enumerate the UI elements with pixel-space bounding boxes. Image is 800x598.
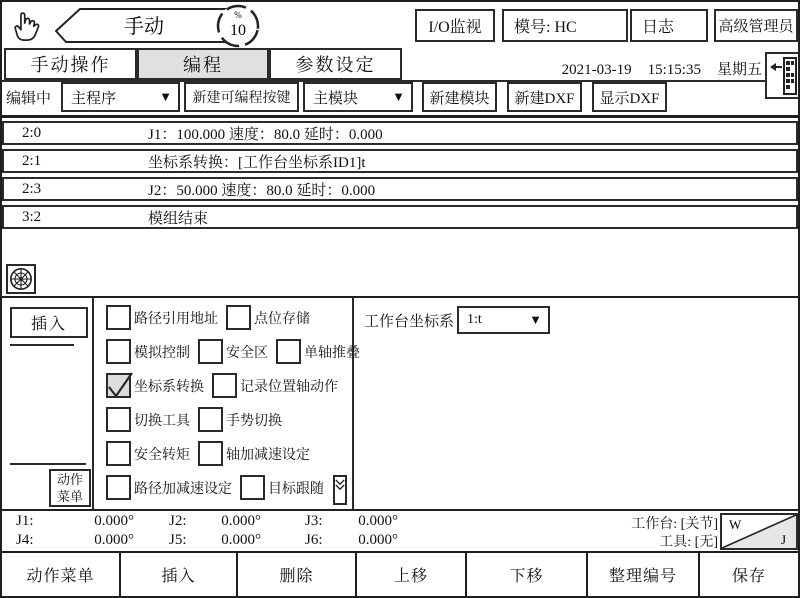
date-text: 2021-03-19 — [561, 62, 632, 78]
program-select-value: 主程序 — [71, 90, 117, 107]
insert-button[interactable]: 插入 — [121, 553, 238, 596]
divider — [10, 463, 86, 465]
joint-status-bar — [2, 509, 798, 551]
worktable-cs-label: 工作台坐标系 — [364, 314, 455, 330]
joint-mode-label: J — [781, 532, 787, 547]
line-number: 2:1 — [22, 152, 42, 169]
joint-value: 0.000° — [94, 532, 134, 548]
worktable-cs-select[interactable] — [457, 306, 550, 334]
program-line[interactable] — [2, 177, 798, 201]
checkbox-target-follow[interactable] — [240, 475, 265, 500]
checkbox-single-axis-stack[interactable] — [276, 339, 301, 364]
checkbox-label: 手势切换 — [226, 413, 282, 429]
tool-frame-status: 工具: [无] — [659, 535, 718, 550]
weekday-text: 星期五 — [716, 62, 762, 78]
program-line[interactable] — [2, 205, 798, 229]
joint-value: 0.000° — [221, 513, 261, 529]
action-menu-line2: 菜单 — [56, 489, 83, 504]
new-dxf-button[interactable]: 新建DXF — [507, 82, 582, 112]
model-number-button[interactable]: 模号: HC — [502, 9, 628, 42]
checkbox-axis-accel-setting[interactable] — [198, 441, 223, 466]
action-panel — [2, 298, 798, 509]
checkbox-label: 轴加减速设定 — [226, 447, 310, 463]
double-chevron-down-icon — [335, 479, 345, 491]
divider — [352, 298, 354, 509]
editing-status-label: 编辑中 — [6, 91, 52, 107]
checkbox-label: 路径加减速设定 — [134, 481, 232, 497]
program-line[interactable] — [2, 121, 798, 145]
mode-label: 手动 — [124, 16, 164, 38]
checkbox-safe-torque[interactable] — [106, 441, 131, 466]
show-dxf-button[interactable]: 显示DXF — [592, 82, 667, 112]
checkbox-label: 切换工具 — [134, 413, 190, 429]
joint-label: J1: — [16, 513, 34, 529]
line-text: 模组结束 — [148, 210, 209, 227]
checkbox-row — [106, 475, 332, 500]
line-number: 2:3 — [22, 180, 42, 197]
io-monitor-button[interactable]: I/O监视 — [415, 9, 495, 42]
checkbox-row — [106, 373, 346, 398]
arrow-left-keypad-icon — [768, 54, 798, 98]
insert-panel-button[interactable]: 插入 — [10, 307, 88, 338]
divider — [92, 298, 94, 509]
line-number: 2:0 — [22, 124, 42, 141]
speed-value: 10 — [230, 22, 246, 39]
tab-parameter-settings[interactable]: 参数设定 — [269, 48, 402, 80]
program-list — [2, 115, 798, 298]
worktable-frame-status: 工作台: [关节] — [631, 517, 718, 532]
checkbox-label: 目标跟随 — [268, 481, 324, 497]
checkbox-label: 安全区 — [226, 345, 268, 361]
checkbox-label: 路径引用地址 — [134, 311, 218, 327]
jog-wheel-button[interactable] — [6, 264, 36, 294]
program-select[interactable] — [61, 82, 180, 112]
tab-programming[interactable]: 编程 — [137, 48, 269, 80]
program-line[interactable] — [2, 149, 798, 173]
keyboard-toggle-button[interactable] — [765, 52, 800, 99]
joint-value: 0.000° — [221, 532, 261, 548]
checkbox-coord-transform[interactable] — [106, 373, 131, 398]
top-bar — [2, 2, 798, 50]
joint-label: J2: — [169, 513, 187, 529]
save-button[interactable]: 保存 — [731, 568, 766, 585]
module-select[interactable] — [303, 82, 413, 112]
joint-label: J4: — [16, 532, 34, 548]
module-select-value: 主模块 — [313, 90, 359, 107]
line-number: 3:2 — [22, 208, 42, 225]
world-mode-label: W — [729, 517, 742, 532]
checkmark-icon — [106, 370, 134, 400]
move-up-button[interactable]: 上移 — [357, 553, 467, 596]
bottom-button-bar — [2, 551, 798, 596]
chevron-down-icon: ▼ — [392, 89, 405, 104]
datetime — [422, 58, 762, 79]
jog-wheel-icon — [9, 267, 33, 291]
tab-manual-operation[interactable]: 手动操作 — [4, 48, 137, 80]
checkbox-path-accel-setting[interactable] — [106, 475, 131, 500]
joint-label: J5: — [169, 532, 187, 548]
checkbox-row — [106, 407, 290, 432]
hand-icon — [12, 7, 46, 48]
action-menu-button[interactable]: 动作菜单 — [2, 553, 121, 596]
checkbox-row — [106, 339, 368, 364]
percent-sign: % — [234, 10, 242, 20]
action-menu-line1: 动作 — [56, 472, 83, 487]
joint-label: J3: — [305, 513, 323, 529]
line-text: 坐标系转换：[工作台坐标系ID1]t — [148, 154, 366, 171]
divider — [10, 344, 74, 346]
checkbox-label: 安全转矩 — [134, 447, 190, 463]
checkbox-sim-control[interactable] — [106, 339, 131, 364]
checkbox-label: 坐标系转换 — [134, 379, 204, 395]
joint-value: 0.000° — [358, 513, 398, 529]
checkbox-switch-tool[interactable] — [106, 407, 131, 432]
joint-label: J6: — [305, 532, 323, 548]
worktable-cs-value: 1:t — [467, 312, 482, 327]
action-menu-tab[interactable] — [49, 469, 91, 507]
checkbox-record-position-axis[interactable] — [212, 373, 237, 398]
joint-value: 0.000° — [358, 532, 398, 548]
checkbox-gesture-switch[interactable] — [198, 407, 223, 432]
checkbox-label: 单轴推叠 — [304, 345, 360, 361]
chevron-down-icon: ▼ — [529, 312, 542, 327]
scroll-more-indicator[interactable] — [333, 475, 347, 505]
checkbox-safety-zone[interactable] — [198, 339, 223, 364]
time-text: 15:15:35 — [647, 62, 701, 78]
chevron-down-icon: ▼ — [159, 89, 172, 104]
checkbox-label: 模拟控制 — [134, 345, 190, 361]
checkbox-row — [106, 441, 318, 466]
line-text: J1：100.000 速度：80.0 延时：0.000 — [148, 126, 383, 143]
checkbox-path-ref-address[interactable] — [106, 305, 131, 330]
joint-value: 0.000° — [94, 513, 134, 529]
frame-mode-toggle[interactable] — [720, 513, 798, 550]
move-down-button[interactable]: 下移 — [467, 553, 588, 596]
checkbox-row — [106, 305, 318, 330]
new-module-button[interactable]: 新建模块 — [422, 82, 497, 112]
checkbox-label: 点位存储 — [254, 311, 310, 327]
line-text: J2：50.000 速度：80.0 延时：0.000 — [148, 182, 376, 199]
new-programmable-key-button[interactable]: 新建可编程按键 — [184, 82, 299, 112]
checkbox-label: 记录位置轴动作 — [240, 379, 338, 395]
checkbox-point-storage[interactable] — [226, 305, 251, 330]
renumber-button[interactable]: 整理编号 — [588, 553, 700, 596]
log-button[interactable]: 日志 — [630, 9, 708, 42]
delete-button[interactable]: 删除 — [238, 553, 357, 596]
admin-level-button[interactable]: 高级管理员 — [714, 9, 798, 42]
